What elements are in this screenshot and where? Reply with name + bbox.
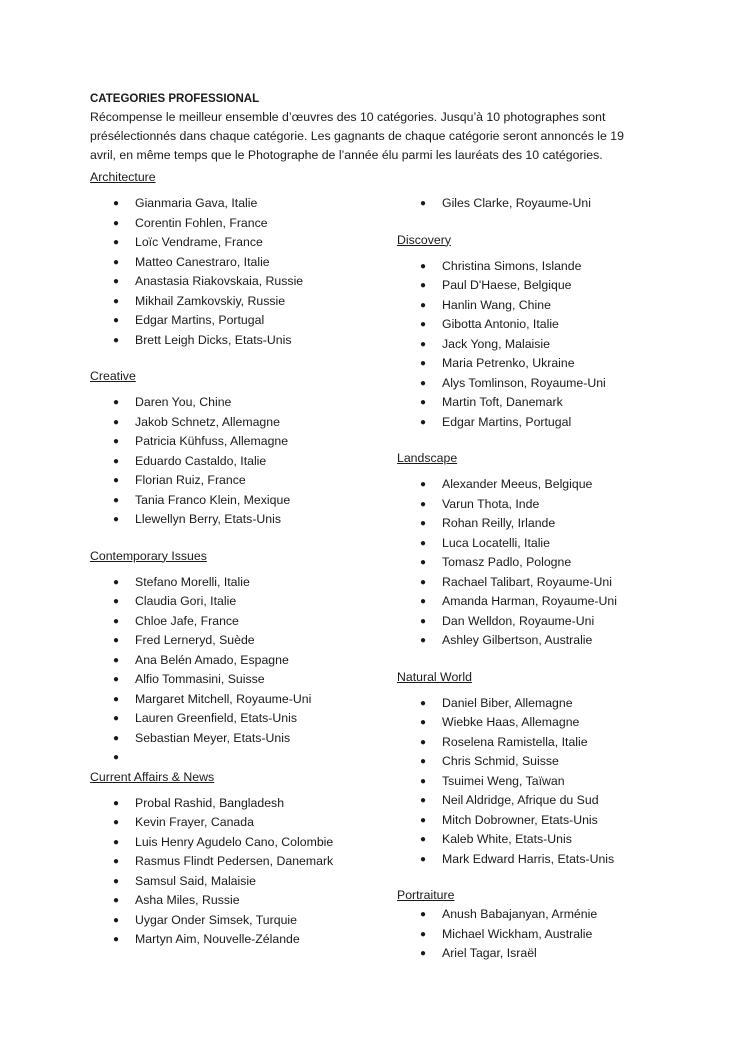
photographer-name: Anush Babajanyan, Arménie (442, 907, 598, 921)
list-item (90, 311, 350, 331)
list-item (397, 772, 657, 792)
list-item (90, 852, 350, 872)
bullet-icon: ● (113, 797, 120, 809)
bullet-icon: ● (113, 817, 120, 828)
bullet-icon: ● (420, 518, 427, 529)
list-item (90, 253, 350, 273)
photographer-name: Daniel Biber, Allemagne (442, 695, 573, 710)
list-item (397, 374, 657, 394)
photographer-name: Brett Leigh Dicks, Etats-Unis (135, 332, 292, 347)
intro-paragraph: Récompense le meilleur ensemble d’œuvres des 10 catégories. Jusqu’à 10 photographes sont présélectionnés dans chaque catégorie. Les gagnants de chaque catégorie seront annoncés le 19 avril, en même temps que le Photographe de l’année élu parmi les lauréats des 10 catégories. (90, 110, 624, 162)
photographer-name: Chris Schmid, Suisse (442, 754, 559, 768)
list-item (90, 272, 350, 292)
category-title: Current Affairs & News (90, 769, 215, 784)
photographer-list (397, 694, 657, 870)
photographer-name: Martin Toft, Danemark (442, 395, 563, 409)
list-item (397, 276, 657, 296)
photographer-name: Stefano Morelli, Italie (135, 574, 250, 589)
list-item (397, 475, 657, 495)
list-item (90, 471, 350, 491)
photographer-name: Mark Edward Harris, Etats-Unis (442, 851, 615, 866)
list-item (397, 694, 657, 714)
photographer-name: Edgar Martins, Portugal (135, 313, 265, 327)
bullet-icon: ● (420, 795, 427, 806)
category-title: Portraiture (397, 888, 455, 902)
photographer-list (397, 257, 657, 433)
bullet-icon: ● (113, 654, 120, 666)
bullet-icon: ● (420, 198, 427, 209)
photographer-name: Llewellyn Berry, Etats-Unis (135, 512, 282, 526)
bullet-icon: ● (113, 752, 120, 763)
photographer-name: Edgar Martins, Portugal (442, 414, 572, 429)
category-title: Landscape (397, 451, 458, 465)
list-item (397, 592, 657, 612)
photographer-name: Mikhail Zamkovskiy, Russie (135, 293, 286, 308)
right-column (397, 194, 657, 964)
bullet-icon: ● (420, 909, 427, 920)
bullet-icon: ● (113, 237, 120, 248)
list-item (397, 194, 657, 214)
photographer-name: Michael Wickham, Australie (442, 926, 593, 941)
photographer-list (90, 573, 350, 768)
bullet-icon: ● (113, 713, 120, 724)
photographer-name: Christina Simons, Islande (442, 258, 582, 273)
photographer-name: Amanda Harman, Royaume-Uni (442, 594, 617, 608)
list-item (90, 930, 350, 950)
bullet-icon: ● (113, 397, 120, 408)
section-creative (90, 367, 350, 530)
bullet-icon: ● (420, 416, 427, 428)
photographer-name: Varun Thota, Inde (442, 496, 540, 511)
photographer-name: Fred Lerneryd, Suède (135, 633, 255, 647)
photographer-name: Margaret Mitchell, Royaume-Uni (135, 691, 312, 706)
list-item (397, 791, 657, 811)
photographer-name: Daren You, Chine (135, 395, 232, 409)
section-current-affairs (90, 768, 350, 950)
photographer-name: Luca Locatelli, Italie (442, 535, 551, 550)
bullet-icon: ● (420, 557, 427, 568)
list-item (90, 651, 350, 671)
list-item (90, 891, 350, 911)
photographer-name: Ana Belén Amado, Espagne (135, 652, 289, 667)
photographer-name: Wiebke Haas, Allemagne (442, 715, 580, 729)
category-title: Architecture (90, 170, 156, 184)
photographer-name: Lauren Greenfield, Etats-Unis (135, 711, 297, 725)
section-discovery (397, 231, 657, 433)
list-item (90, 452, 350, 472)
list-item (90, 393, 350, 413)
photographer-name: Probal Rashid, Bangladesh (135, 795, 285, 810)
bullet-icon: ● (113, 875, 120, 887)
bullet-icon: ● (113, 674, 120, 685)
photographer-list (397, 475, 657, 651)
section-contemporary-issues (90, 547, 350, 768)
list-item (90, 573, 350, 593)
section-portraiture (397, 886, 657, 964)
list-item (90, 194, 350, 214)
list-item (397, 612, 657, 632)
bullet-icon: ● (113, 475, 120, 486)
list-item (397, 495, 657, 515)
list-item (90, 631, 350, 651)
list-item (397, 335, 657, 355)
photographer-list (90, 194, 350, 350)
list-item (397, 553, 657, 573)
bullet-icon: ● (420, 736, 427, 748)
bullet-icon: ● (420, 697, 427, 709)
bullet-icon: ● (420, 834, 427, 845)
bullet-icon: ● (420, 596, 427, 607)
list-item (90, 214, 350, 234)
list-item (397, 296, 657, 316)
bullet-icon: ● (113, 315, 120, 326)
document-heading: CATEGORIES PROFESSIONAL (90, 93, 260, 105)
category-title: Discovery (397, 232, 451, 247)
list-item (397, 752, 657, 772)
bullet-icon: ● (113, 856, 120, 867)
photographer-name: Gibotta Antonio, Italie (442, 317, 559, 331)
photographer-name: Matteo Canestraro, Italie (135, 254, 270, 269)
list-item (90, 911, 350, 931)
photographer-name: Tomasz Padlo, Pologne (442, 555, 572, 569)
photographer-name: Corentin Fohlen, France (135, 215, 268, 230)
list-item (397, 257, 657, 277)
photographer-name: Jakob Schnetz, Allemagne (135, 414, 280, 429)
photographer-name: Mitch Dobrowner, Etats-Unis (442, 812, 598, 827)
section-architecture-continued (397, 194, 657, 214)
bullet-icon: ● (420, 948, 427, 959)
list-item (397, 850, 657, 870)
photographer-name: Maria Petrenko, Ukraine (442, 356, 575, 370)
bullet-icon: ● (420, 280, 427, 291)
photographer-name: Claudia Gori, Italie (135, 594, 237, 608)
photographer-name: Luis Henry Agudelo Cano, Colombie (135, 834, 334, 849)
bullet-icon: ● (420, 775, 427, 787)
list-item (90, 432, 350, 452)
bullet-icon: ● (113, 914, 120, 926)
photographer-name: Roselena Ramistella, Italie (442, 734, 588, 749)
photographer-list (90, 393, 350, 530)
bullet-icon: ● (113, 276, 120, 287)
list-item (397, 925, 657, 945)
bullet-icon: ● (113, 693, 120, 705)
bullet-icon: ● (113, 198, 120, 209)
photographer-name: Eduardo Castaldo, Italie (135, 453, 267, 468)
photographer-name: Rasmus Flindt Pedersen, Danemark (135, 854, 334, 868)
photographer-name: Sebastian Meyer, Etats-Unis (135, 730, 291, 745)
bullet-icon: ● (113, 514, 120, 525)
list-item (90, 813, 350, 833)
bullet-icon: ● (113, 895, 120, 906)
bullet-icon: ● (420, 358, 427, 369)
list-item (397, 393, 657, 413)
bullet-icon: ● (420, 853, 427, 865)
photographer-name: Samsul Said, Malaisie (135, 873, 256, 888)
bullet-icon: ● (113, 295, 120, 307)
list-item (397, 733, 657, 753)
category-title: Contemporary Issues (90, 548, 207, 563)
bullet-icon: ● (420, 537, 427, 549)
list-item (397, 631, 657, 651)
list-item (397, 315, 657, 335)
photographer-name: Rohan Reilly, Irlande (442, 516, 556, 530)
bullet-icon: ● (113, 732, 120, 744)
photographer-list (397, 194, 657, 214)
list-item (397, 944, 657, 964)
photographer-list (90, 794, 350, 950)
list-item (397, 713, 657, 733)
bullet-icon: ● (420, 756, 427, 767)
photographer-name: Ariel Tagar, Israël (442, 946, 537, 960)
photographer-name: Giles Clarke, Royaume-Uni (442, 196, 591, 210)
list-item (90, 612, 350, 632)
photographer-name: Florian Ruiz, France (135, 473, 246, 487)
list-item (397, 905, 657, 925)
bullet-icon: ● (113, 334, 120, 346)
photographer-name: Gianmaria Gava, Italie (135, 196, 258, 210)
photographer-name: Jack Yong, Malaisie (442, 336, 551, 351)
bullet-icon: ● (420, 338, 427, 350)
bullet-icon: ● (420, 576, 427, 588)
bullet-icon: ● (113, 635, 120, 646)
bullet-icon: ● (420, 319, 427, 330)
bullet-icon: ● (113, 494, 120, 506)
list-item (90, 709, 350, 729)
bullet-icon: ● (113, 436, 120, 447)
section-natural-world (397, 668, 657, 870)
list-item (397, 514, 657, 534)
photographer-name: Patricia Kühfuss, Allemagne (135, 434, 289, 448)
list-item (90, 413, 350, 433)
photographer-name: Hanlin Wang, Chine (442, 297, 551, 312)
bullet-icon: ● (420, 635, 427, 646)
photographer-name: Kaleb White, Etats-Unis (442, 832, 572, 846)
photographer-name: Alfio Tommasini, Suisse (135, 672, 265, 686)
bullet-icon: ● (113, 576, 120, 588)
bullet-icon: ● (113, 416, 120, 428)
bullet-icon: ● (420, 299, 427, 311)
bullet-icon: ● (420, 498, 427, 510)
section-architecture (90, 168, 350, 350)
bullet-icon: ● (113, 934, 120, 945)
category-title: Creative (90, 369, 136, 383)
photographer-name: Neil Aldridge, Afrique du Sud (442, 793, 599, 807)
list-item (397, 811, 657, 831)
list-item (90, 491, 350, 511)
bullet-icon: ● (420, 479, 427, 490)
bullet-icon: ● (113, 836, 120, 848)
photographer-name: Asha Miles, Russie (135, 893, 240, 907)
list-item (397, 573, 657, 593)
bullet-icon: ● (420, 377, 427, 389)
list-item (90, 748, 350, 768)
photographer-name: Martyn Aim, Nouvelle-Zélande (135, 932, 300, 946)
bullet-icon: ● (420, 717, 427, 728)
photographer-name: Rachael Talibart, Royaume-Uni (442, 574, 612, 589)
photographer-name: Kevin Frayer, Canada (135, 815, 254, 829)
bullet-icon: ● (113, 217, 120, 229)
list-item (90, 670, 350, 690)
photographer-name: Alexander Meeus, Belgique (442, 477, 593, 491)
photographer-name: Tsuimei Weng, Taïwan (442, 773, 565, 788)
list-item (90, 510, 350, 530)
photographer-name: Tania Franco Klein, Mexique (135, 492, 291, 507)
bullet-icon: ● (420, 814, 427, 826)
bullet-icon: ● (113, 596, 120, 607)
bullet-icon: ● (113, 256, 120, 268)
section-landscape (397, 449, 657, 651)
photographer-name: Chloe Jafe, France (135, 613, 239, 628)
list-item (90, 872, 350, 892)
photographer-name: Dan Welldon, Royaume-Uni (442, 613, 595, 628)
photographer-name: Anastasia Riakovskaia, Russie (135, 274, 304, 288)
photographer-name: Uygar Onder Simsek, Turquie (135, 912, 297, 927)
list-item (90, 729, 350, 749)
list-item (90, 833, 350, 853)
list-item (397, 413, 657, 433)
list-item (90, 292, 350, 312)
bullet-icon: ● (420, 615, 427, 627)
bullet-icon: ● (420, 928, 427, 940)
list-item (90, 331, 350, 351)
list-item (397, 830, 657, 850)
photographer-name: Paul D'Haese, Belgique (442, 278, 572, 292)
list-item (90, 794, 350, 814)
photographer-name: Ashley Gilbertson, Australie (442, 633, 593, 647)
bullet-icon: ● (420, 260, 427, 272)
bullet-icon: ● (420, 397, 427, 408)
bullet-icon: ● (113, 455, 120, 467)
list-item (90, 592, 350, 612)
photographer-name: Alys Tomlinson, Royaume-Uni (442, 375, 606, 390)
left-column (90, 168, 350, 950)
list-item (90, 690, 350, 710)
photographer-list (397, 905, 657, 964)
list-item (90, 233, 350, 253)
photographer-name: Loïc Vendrame, France (135, 235, 263, 249)
list-item (397, 354, 657, 374)
category-title: Natural World (397, 669, 472, 684)
bullet-icon: ● (113, 615, 120, 627)
list-item (397, 534, 657, 554)
